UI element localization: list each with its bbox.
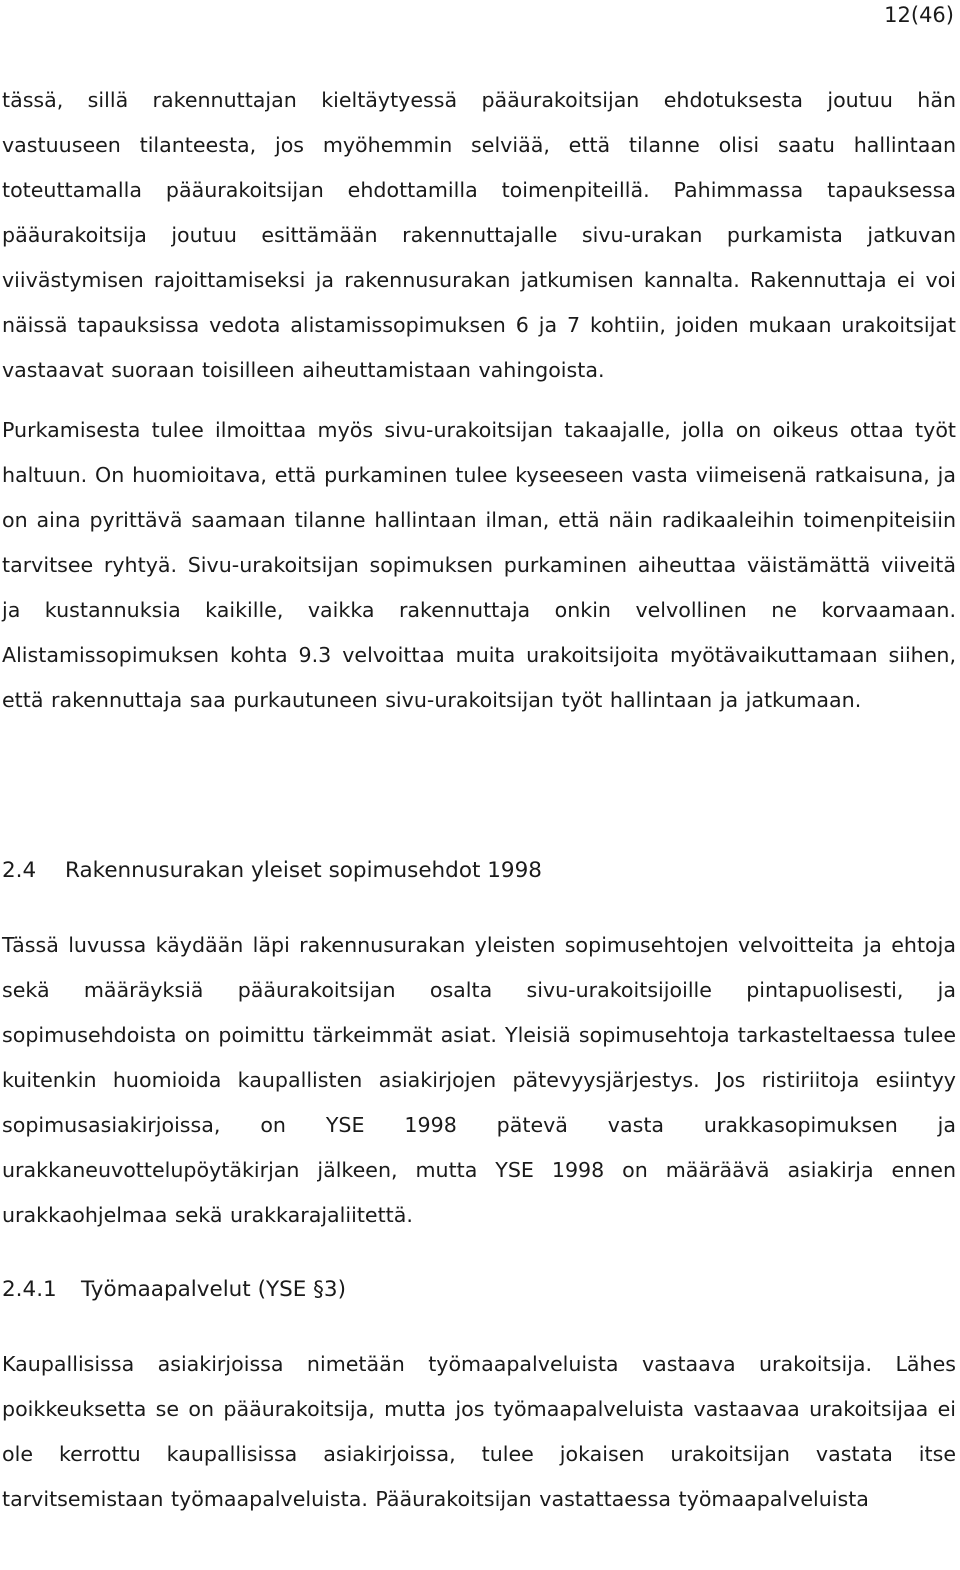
section-number: 2.4 bbox=[2, 858, 37, 883]
paragraph-yse-intro: Tässä luvussa käydään läpi rakennusurakan yleisten sopimusehtojen velvoitteita ja ehtoja sekä määräyksiä pääurakoitsijan osalta sivu-urakoitsijoille pintapuolisesti, ja sopimusehdoista on poimittu tärkeimmät asiat. Yleisiä sopimusehtoja tarkasteltaessa tulee kuitenkin huomioida kaupallisten asiakirjojen pätevyysjärjestys. Jos ristiriitoja esiintyy sopimusasiakirjoissa, on YSE 1998 pätevä vasta urakkasopimuksen ja urakkaneuvottelupöytäkirjan jälkeen, mutta YSE 1998 on määräävä asiakirja ennen urakkaohjelmaa sekä urakkarajaliitettä. bbox=[2, 933, 956, 1227]
paragraph-intro: tässä, sillä rakennuttajan kieltäytyessä pääurakoitsijan ehdotuksesta joutuu hän vastuuseen tilanteesta, jos myöhemmin selviää, että tilanne olisi saatu hallintaan toteuttamalla pääurakoitsijan ehdottamilla toimenpiteillä. Pahimmassa tapauksessa pääurakoitsija joutuu esittämään rakennuttajalle sivu-urakan purkamista jatkuvan viivästymisen rajoittamiseksi ja rakennusurakan jatkumisen kannalta. Rakennuttaja ei voi näissä tapauksissa vedota alistamissopimuksen 6 ja 7 kohtiin, joiden mukaan urakoitsijat vastaavat suoraan toisilleen aiheuttamistaan vahingoista. bbox=[2, 88, 956, 382]
document-body bbox=[2, 78, 956, 1522]
paragraph-purkaminen: Purkamisesta tulee ilmoittaa myös sivu-urakoitsijan takaajalle, jolla on oikeus ottaa työt haltuun. On huomioitava, että purkaminen tulee kyseeseen vasta viimeisenä ratkaisuna, ja on aina pyrittävä saamaan tilanne hallintaan ilman, että näin radikaaleihin toimenpiteisiin tarvitsee ryhtyä. Sivu-urakoitsijan sopimuksen purkaminen aiheuttaa väistämättä viiveitä ja kustannuksia kaikille, vaikka rakennuttaja onkin velvollinen ne korvaamaan. Alistamissopimuksen kohta 9.3 velvoittaa muita urakoitsijoita myötävaikuttamaan siihen, että rakennuttaja saa purkautuneen sivu-urakoitsijan työt hallintaan ja jatkumaan. bbox=[2, 418, 956, 712]
section-heading-2-4-1 bbox=[2, 1276, 956, 1304]
section-title: Rakennusurakan yleiset sopimusehdot 1998 bbox=[65, 858, 542, 883]
paragraph-tyomaapalvelut: Kaupallisissa asiakirjoissa nimetään työmaapalveluista vastaava urakoitsija. Lähes poikkeuksetta se on pääurakoitsija, mutta jos työmaapalveluista vastaavaa urakoitsijaa ei ole kerrottu kaupallisissa asiakirjoissa, tulee jokaisen urakoitsijan vastata itse tarvitsemistaan työmaapalveluista. Pääurakoitsijan vastattaessa työmaapalveluista bbox=[2, 1352, 956, 1511]
subsection-title: Työmaapalvelut (YSE §3) bbox=[81, 1277, 346, 1302]
page-number: 12(46) bbox=[884, 3, 954, 27]
subsection-number: 2.4.1 bbox=[2, 1277, 57, 1302]
section-heading-2-4 bbox=[2, 857, 956, 885]
